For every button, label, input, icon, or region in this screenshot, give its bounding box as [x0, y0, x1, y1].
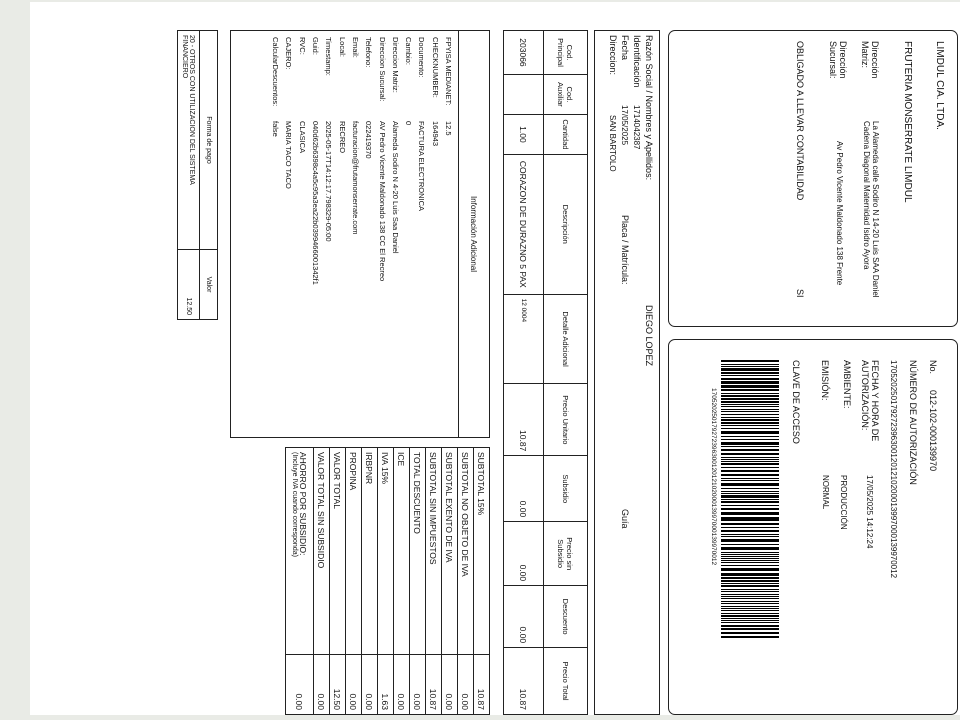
barcode-bar: [721, 554, 779, 555]
invoice-number-value: 012-102-000139970: [928, 390, 938, 472]
barcode-bar: [721, 527, 779, 528]
col-subsidio: Subsidio: [544, 456, 588, 522]
col-precio-total: Precio Total: [544, 648, 588, 715]
totals-label: [474, 448, 490, 655]
additional-info-value: RECREO: [337, 121, 347, 154]
barcode-bar: [721, 562, 779, 563]
matrix-address-line2: Cadena Diagonal Maternidad Isidro Ayora: [862, 121, 872, 270]
environment-label: AMBIENTE:: [842, 360, 852, 409]
barcode-bar: [721, 446, 779, 447]
additional-info-value: MARIA TACO TACO: [284, 121, 294, 189]
barcode-bar: [721, 512, 779, 514]
totals-value: 0.00: [346, 655, 362, 715]
item-desc: CORAZON DE DURAZNO 5 PAX: [504, 154, 544, 294]
additional-info-value: FACTURA ELECTRONICA: [417, 121, 427, 212]
customer-id-label: Identificación: [632, 35, 642, 88]
payment-row: [178, 31, 200, 320]
additional-info-row: [280, 37, 293, 437]
invoice-number-label: No.: [928, 360, 938, 375]
accounting-label: OBLIGADO A LLEVAR CONTABILIDAD: [795, 41, 805, 201]
barcode-bar: [721, 395, 779, 397]
barcode-bar: [721, 457, 779, 458]
additional-info-label: Documento:: [417, 37, 427, 78]
table-row: [504, 31, 544, 715]
totals-value: 0.00: [286, 655, 314, 715]
payment-value: 12.50: [178, 250, 200, 320]
auth-datetime-label: FECHA Y HORA DE AUTORIZACIÓN:: [860, 360, 880, 442]
barcode-bar: [721, 378, 779, 380]
item-code: 203066: [504, 31, 544, 75]
totals-row: [426, 448, 442, 715]
barcode-bar: [721, 389, 779, 391]
totals-label: [426, 448, 442, 655]
barcode-bar: [721, 628, 779, 629]
barcode-bar: [721, 406, 779, 407]
totals-row: [394, 448, 410, 715]
auth-datetime-value: 17/05/2025 14:12:24: [865, 475, 874, 549]
totals-label-text: PROPINA: [348, 452, 359, 491]
additional-info-label: Direccion Matriz:: [390, 37, 400, 93]
col-descripcion: Descripción: [544, 154, 588, 294]
totals-label: [330, 448, 346, 655]
barcode-bar: [721, 608, 779, 609]
branch-address: Av Pedro Vicente Maldonado 138 Frente: [835, 141, 844, 286]
barcode-bar: [721, 573, 779, 574]
barcode-bar: [721, 431, 779, 433]
additional-info-row: [413, 37, 426, 437]
barcode-bar: [721, 613, 779, 614]
barcode-bar: [721, 505, 779, 506]
totals-row: [410, 448, 426, 715]
totals-row: [442, 448, 458, 715]
barcode-bar: [721, 606, 779, 608]
barcode-bar: [721, 480, 779, 481]
totals-label-text: VALOR TOTAL: [332, 452, 343, 510]
totals-value: 0.00: [458, 655, 474, 715]
access-key-label: CLAVE DE ACCESO: [791, 360, 801, 444]
barcode-bar: [721, 536, 779, 537]
barcode-bar: [721, 601, 779, 602]
totals-label: [362, 448, 378, 655]
additional-info-row: [360, 37, 373, 437]
invoice-page: [30, 2, 960, 715]
barcode-bar: [721, 439, 779, 440]
barcode-bar: [721, 499, 779, 501]
totals-label-text: IVA 15%: [380, 452, 391, 484]
barcode-bar: [721, 577, 779, 579]
barcode-bar: [721, 404, 779, 405]
barcode-bar: [721, 552, 779, 553]
payment-method-line2: FINANCIERO: [181, 35, 189, 79]
totals-label-text: SUBTOTAL SIN IMPUESTOS: [428, 452, 439, 565]
payment-value-header: Valor: [200, 250, 218, 320]
additional-info-value: 2025-05-17T14:12:17.798329-05:00: [324, 121, 334, 242]
item-total: 10.87: [504, 648, 544, 715]
totals-label: [314, 448, 330, 655]
emission-label: EMISIÓN:: [820, 360, 830, 401]
totals-label-text: VALOR TOTAL SIN SUBSIDIO: [316, 452, 327, 569]
items-table: [503, 30, 588, 715]
barcode-bar: [721, 401, 779, 403]
barcode-bar: [721, 459, 779, 460]
invoice-sheet: [30, 2, 960, 715]
totals-row: [346, 448, 362, 715]
address-value: SAN BARTOLO: [608, 115, 617, 172]
barcode-bar: [721, 372, 779, 374]
additional-info-label: Timestamp:: [324, 37, 334, 76]
totals-label-text: SUBTOTAL EXENTO DE IVA: [444, 452, 455, 563]
barcode-bar: [721, 463, 779, 465]
totals-row: [362, 448, 378, 715]
customer-name-label: Razón Social / Nombres y Apellidos:: [644, 35, 654, 181]
barcode-bar: [721, 470, 779, 471]
additional-info-list: [267, 37, 453, 437]
totals-label: [286, 448, 314, 655]
payment-table: [177, 30, 218, 320]
additional-info-value: false: [271, 121, 281, 137]
barcode-bar: [721, 560, 779, 561]
additional-info-row: [440, 37, 453, 437]
barcode-bar: [721, 596, 779, 598]
barcode-bar: [721, 565, 779, 567]
barcode-bar: [721, 556, 779, 557]
additional-info-label: Email:: [350, 37, 360, 58]
barcode-bar: [721, 615, 779, 617]
environment-value: PRODUCCIÓN: [839, 475, 848, 530]
barcode-bar: [721, 450, 779, 451]
barcode-bar: [721, 453, 779, 455]
barcode-bar: [721, 428, 779, 430]
barcode-bar: [721, 467, 779, 468]
totals-label-text: AHORRO POR SUBSIDIO:: [298, 452, 308, 556]
barcode-bar: [721, 530, 779, 532]
access-key-value: 1705202501792723963001201210200013997000139970012: [710, 388, 717, 566]
additional-info-value: 040d62b6398c4a5c95a3ea22b0399466001342f1: [311, 121, 321, 285]
barcode-bar: [721, 547, 779, 549]
barcode-bar: [721, 622, 779, 623]
additional-info-label: RVC:: [297, 37, 307, 55]
col-cod-auxiliar: Cod. Auxiliar: [544, 74, 588, 114]
payment-method: [178, 31, 200, 250]
totals-value: 10.87: [474, 655, 490, 715]
branch-label: Dirección Sucursal:: [828, 41, 848, 79]
totals-value: 0.00: [394, 655, 410, 715]
barcode-bar: [721, 419, 779, 421]
totals-value: 12.50: [330, 655, 346, 715]
auth-number-label: NÚMERO DE AUTORIZACIÓN: [908, 360, 918, 485]
additional-info-value: 0: [404, 121, 414, 126]
additional-info-row: [426, 37, 439, 437]
totals-row: [474, 448, 490, 715]
totals-value: 0.00: [410, 655, 426, 715]
totals-row: [330, 448, 346, 715]
additional-info-row: [307, 37, 320, 437]
additional-info-value: Alameda Sodiro N 4-20 Luis Saa Daniel: [390, 121, 400, 254]
emission-value: NORMAL: [821, 475, 830, 510]
barcode-bar: [721, 414, 779, 415]
barcode-bar: [721, 449, 779, 450]
additional-info-value: facturacion@frutamonserrate.com: [350, 121, 360, 235]
col-cod-principal: Cod. Principal: [544, 31, 588, 75]
barcode-bar: [721, 534, 779, 536]
barcode-bar: [721, 425, 779, 426]
totals-row: [286, 448, 314, 715]
additional-info-label: CalcularDescuentos:: [271, 37, 281, 107]
totals-label-text: TOTAL DESCUENTO: [412, 452, 423, 534]
barcode-bar: [721, 411, 779, 412]
item-detail: 12 0004: [504, 294, 544, 384]
payment-method-header: Forma de pago: [200, 31, 218, 250]
totals-table: [285, 447, 490, 715]
totals-label-text: SUBTOTAL NO OBJETO DE IVA: [460, 452, 471, 577]
barcode-bar: [721, 471, 779, 472]
additional-info-value: 022419370: [364, 121, 374, 159]
barcode-bar: [721, 368, 779, 370]
issuer-box: [668, 30, 958, 327]
additional-info-label: Direccion Sucursal:: [377, 37, 387, 102]
barcode-bar: [721, 517, 779, 518]
additional-info-row: [347, 37, 360, 437]
payment-header-row: [200, 31, 218, 320]
additional-info-row: [320, 37, 333, 437]
barcode-bar: [721, 366, 779, 367]
totals-value: 0.00: [314, 655, 330, 715]
date-label: Fecha: [620, 35, 630, 61]
barcode-bar: [721, 409, 779, 410]
totals-label-text: SUBTOTAL 15%: [476, 452, 487, 516]
barcode-bar: [721, 585, 779, 587]
barcode-bar: [721, 386, 779, 388]
barcode-bar: [721, 620, 779, 621]
barcode-bar: [721, 598, 779, 599]
matrix-label: Dirección Matriz:: [860, 41, 880, 79]
barcode-bar: [721, 484, 779, 486]
issuer-name: LIMDUL CIA. LTDA.: [934, 41, 945, 130]
additional-info-value: AV Pedro Vicente Maldonado 138 CC El Recreo: [377, 121, 387, 282]
barcode-bar: [721, 574, 779, 576]
items-header-row: [544, 31, 588, 715]
totals-label: [410, 448, 426, 655]
barcode-bar: [721, 632, 779, 634]
item-discount: 0.00: [504, 586, 544, 648]
barcode-bar: [721, 539, 779, 541]
totals-row: [314, 448, 330, 715]
additional-info-label: FPYISA MEDIANET:: [444, 37, 453, 106]
totals-value: 10.87: [426, 655, 442, 715]
totals-label: [346, 448, 362, 655]
totals-label: [394, 448, 410, 655]
col-cantidad: Cantidad: [544, 114, 588, 154]
barcode-bar: [721, 483, 779, 484]
authorization-box: [668, 339, 958, 715]
totals-value: 1.63: [378, 655, 394, 715]
barcode-bar: [721, 360, 779, 362]
barcode-bar: [721, 603, 779, 604]
barcode-bar: [721, 422, 779, 424]
barcode-bar: [721, 495, 779, 497]
barcode-bar: [721, 580, 779, 582]
matrix-address-line1: La Alameda calle Sodiro N 14-20 Luis SAA Daniel: [871, 121, 880, 298]
accounting-value: SI: [795, 289, 805, 298]
barcode-bar: [721, 488, 779, 489]
totals-label: [458, 448, 474, 655]
additional-info-row: [387, 37, 400, 437]
barcode-bar: [721, 364, 779, 366]
totals-label-text: ICE: [396, 452, 407, 467]
barcode-bar: [721, 478, 779, 479]
barcode-bar: [721, 591, 779, 592]
issuer-trade-name: FRUTERIA MONSERRATE LIMDUL: [902, 41, 913, 203]
item-qty: 1.00: [504, 114, 544, 154]
additional-info-label: Cambio:: [404, 37, 414, 65]
totals-label: [442, 448, 458, 655]
totals-value: 0.00: [362, 655, 378, 715]
barcode-bar: [721, 583, 779, 584]
item-unit-price: 10.87: [504, 384, 544, 456]
barcode-bar: [721, 375, 779, 376]
additional-info-box: [230, 30, 490, 438]
guide-label: Guía: [620, 509, 630, 529]
additional-info-value: 164943: [430, 121, 440, 147]
customer-id-value: 1714042387: [632, 105, 641, 150]
payment-method-line1: 20 - OTROS CON UTILIZACION DEL SISTEMA: [188, 35, 196, 185]
additional-info-value: 12.5: [444, 121, 453, 136]
barcode-bar: [721, 393, 779, 394]
additional-info-label: CHECKNUMBER:: [430, 37, 440, 98]
barcode-bar: [721, 461, 779, 462]
customer-box: [594, 30, 660, 715]
barcode-bar: [721, 385, 779, 386]
customer-name-value: DIEGO LOPEZ: [644, 305, 654, 367]
item-no-subsidy: 0.00: [504, 522, 544, 586]
barcode-bar: [721, 442, 779, 444]
barcode-bar: [721, 625, 779, 627]
totals-row: [458, 448, 474, 715]
additional-info-row: [333, 37, 346, 437]
barcode-bar: [721, 381, 779, 383]
totals-label-text: IRBPNR: [364, 452, 375, 485]
col-precio-sin-subsidio: Precio sin Subsidio: [544, 522, 588, 586]
item-subsidy: 0.00: [504, 456, 544, 522]
totals-row: [378, 448, 394, 715]
barcode-bar: [721, 568, 779, 570]
barcode-bar: [721, 544, 779, 546]
access-key-barcode: [721, 360, 779, 640]
barcode-bar: [721, 618, 779, 619]
additional-info-label: Telefono:: [364, 37, 374, 68]
barcode-bar: [721, 417, 779, 418]
barcode-bar: [721, 629, 779, 630]
totals-label: [378, 448, 394, 655]
barcode-bar: [721, 508, 779, 510]
barcode-bar: [721, 491, 779, 492]
additional-info-label: Local:: [337, 37, 347, 58]
barcode-bar: [721, 501, 779, 503]
barcode-bar: [721, 436, 779, 438]
col-precio-unitario: Precio Unitario: [544, 384, 588, 456]
barcode-bar: [721, 398, 779, 400]
address-label: Direccion:: [608, 35, 618, 76]
col-descuento: Descuento: [544, 586, 588, 648]
totals-sublabel: (Incluye IVA cuando corresponda): [291, 452, 298, 557]
barcode-bar: [721, 589, 779, 590]
matrix-address: [861, 121, 879, 298]
additional-info-row: [400, 37, 413, 437]
additional-info-row: [267, 37, 280, 437]
plate-label: Placa / Matrícula:: [620, 215, 630, 285]
barcode-bar: [721, 636, 779, 638]
additional-info-label: Guid:: [311, 37, 321, 55]
barcode-bar: [721, 518, 779, 520]
additional-info-label: CAJERO:: [284, 37, 294, 70]
additional-info-value: CLASICA: [297, 121, 307, 154]
barcode-bar: [721, 594, 779, 595]
barcode-bar: [721, 474, 779, 476]
col-detalle-adicional: Detalle Adicional: [544, 294, 588, 384]
barcode-bar: [721, 523, 779, 525]
auth-number-value: 1705202501792723963001201210200013997000139970012: [889, 360, 898, 579]
barcode-bar: [721, 558, 779, 559]
additional-info-title: Información Adicional: [469, 195, 478, 273]
additional-info-row: [293, 37, 306, 437]
barcode-bar: [721, 493, 779, 495]
additional-info-row: [373, 37, 386, 437]
additional-info-divider: [458, 31, 459, 437]
totals-value: 0.00: [442, 655, 458, 715]
item-aux: [504, 74, 544, 114]
date-value: 17/05/2025: [620, 105, 629, 146]
barcode-bar: [721, 610, 779, 611]
